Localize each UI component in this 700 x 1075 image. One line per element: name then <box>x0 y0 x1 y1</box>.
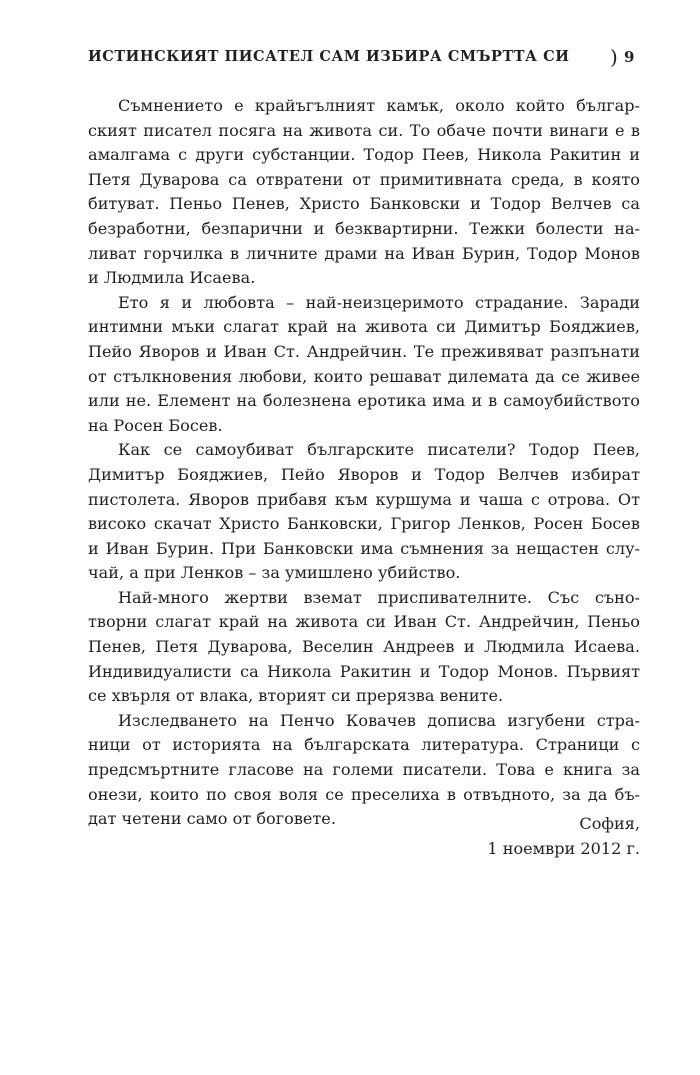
text-line: предсмъртните гласове на големи писатели. Това е книга за <box>88 760 640 780</box>
paragraph <box>88 586 640 709</box>
running-head-separator: ) <box>610 45 618 69</box>
text-line: битуват. Пеньо Пенев, Христо Банковски и Тодор Велчев са <box>88 194 640 214</box>
signature-place: София, <box>579 814 640 833</box>
text-line: Най-много жертви вземат приспивателните. Със съно- <box>118 587 640 607</box>
text-line: и Иван Бурин. При Банковски има съмнения за нещастен слу- <box>88 538 640 558</box>
text-line: безработни, безпарични и безквартирни. Тежки болести на- <box>88 218 640 238</box>
text-line: Ето я и любовта – най-неизцеримото страдание. Заради <box>118 292 640 312</box>
text-line: се хвърля от влака, вторият си прерязва вените. <box>88 686 504 706</box>
text-line: на Росен Босев. <box>88 415 223 435</box>
text-line: Как се самоубиват българските писатели? Тодор Пеев, <box>118 440 640 460</box>
text-line: Изследването на Пенчо Ковачев дописва изгубени стра- <box>118 710 640 730</box>
text-line: Индивидуалисти са Никола Ракитин и Тодор Монов. Първият <box>88 661 640 681</box>
text-line: онези, които по своя воля се преселиха в отвъдното, за да бъ- <box>88 784 640 804</box>
text-line: интимни мъки слагат край на живота си Димитър Бояджиев, <box>88 317 640 337</box>
paragraph <box>88 291 640 439</box>
text-line: и Людмила Исаева. <box>88 268 256 288</box>
paragraph <box>88 438 640 586</box>
text-line: Пейо Яворов и Иван Ст. Андрейчин. Те преживяват разпънати <box>88 341 640 361</box>
text-line: Съмнението е крайъгълният камък, около който българ- <box>118 96 640 115</box>
text-line: ският писател посяга на живота си. То обаче почти винаги е в <box>88 120 640 140</box>
signature-date: 1 ноември 2012 г. <box>487 839 640 858</box>
text-line: чай, а при Ленков – за умишлено убийство. <box>88 563 461 583</box>
text-line: ници от историята на българската литература. Страници с <box>88 735 640 755</box>
text-line: пистолета. Яворов прибавя към куршума и чаша с отрова. От <box>88 489 640 509</box>
paragraph <box>88 94 640 291</box>
text-line: Димитър Бояджиев, Пейо Яворов и Тодор Велчев избират <box>88 464 640 484</box>
text-line: дат четени само от боговете. <box>88 809 336 829</box>
running-head <box>88 46 644 76</box>
text-line: от стълкновения любови, които решават дилемата да се живее <box>88 366 640 386</box>
text-line: Пенев, Петя Дуварова, Веселин Андреев и Людмила Исаева. <box>88 637 640 657</box>
text-line: творни слагат край на живота си Иван Ст. Андрейчин, Пеньо <box>88 612 640 632</box>
signature-block <box>88 811 640 861</box>
text-line: или не. Елемент на болезнена еротика има и в самоубийството <box>88 391 640 411</box>
page-number: 9 <box>624 48 635 66</box>
text-line: високо скачат Христо Банковски, Григор Ленков, Росен Босев <box>88 514 640 534</box>
text-line: ливат горчилка в личните драми на Иван Бурин, Тодор Монов <box>88 243 640 263</box>
text-line: амалгама с други субстанции. Тодор Пеев, Никола Ракитин и <box>88 145 640 165</box>
running-title: ИСТИНСКИЯТ ПИСАТЕЛ САМ ИЗБИРА СМЪРТТА СИ <box>88 48 570 65</box>
body-text <box>88 94 640 832</box>
text-line: Петя Дуварова са отвратени от примитивната среда, в която <box>88 169 640 189</box>
